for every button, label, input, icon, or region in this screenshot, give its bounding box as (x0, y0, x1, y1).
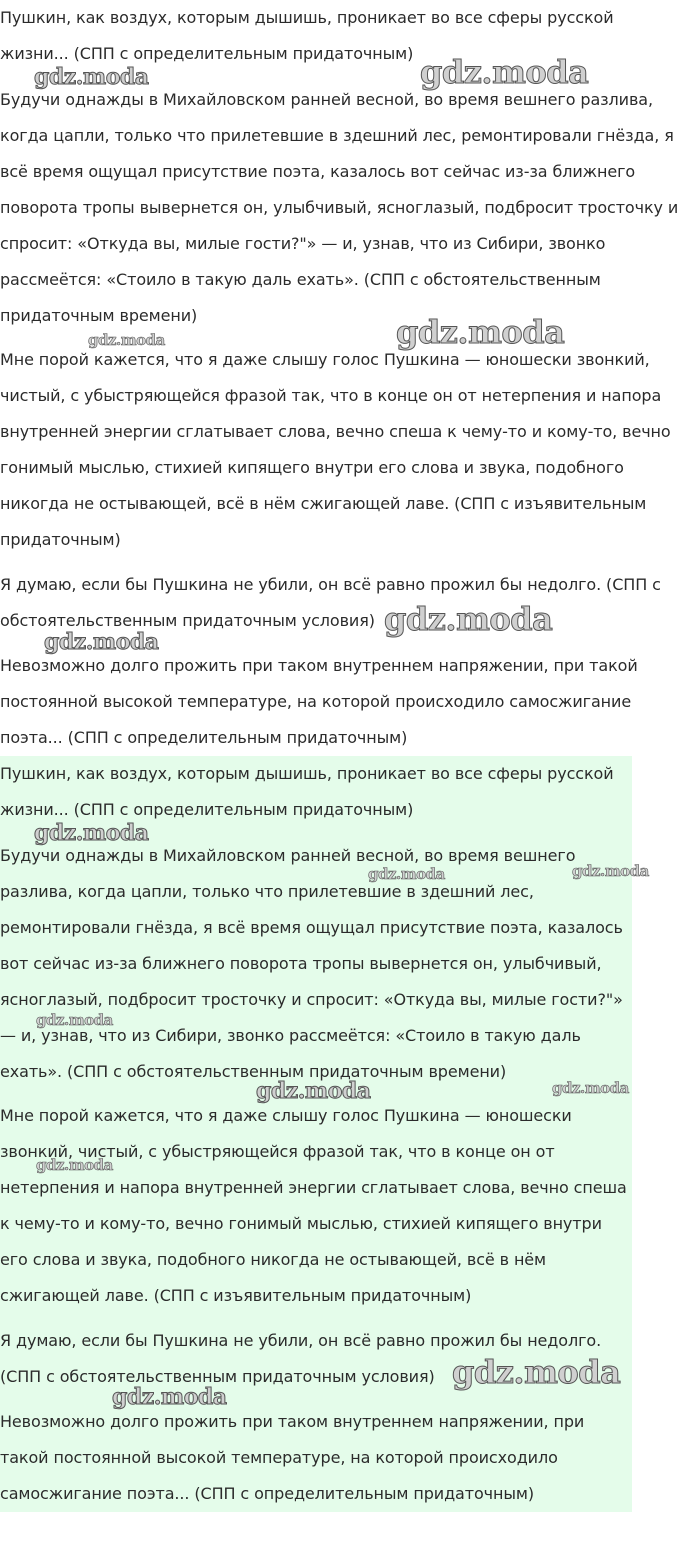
paragraph-highlighted-5: Невозможно долго прожить при таком внутреннем напряжении, при такой постоянной высокой температуре, на которой происходило самосжигание поэта... (СПП с определительным придаточным) (0, 1412, 585, 1503)
watermark-logo: gdz.moda (572, 862, 649, 880)
watermark-logo: gdz.moda (34, 820, 149, 846)
watermark-logo: gdz.moda (256, 1078, 371, 1104)
watermark-logo: gdz.moda (112, 1384, 227, 1410)
watermark-logo: gdz.moda (384, 600, 553, 638)
paragraph-original-4: Я думаю, если бы Пушкина не убили, он всё равно прожил бы недолго. (СПП с обстоятельственным придаточным условия) (0, 575, 661, 630)
paragraph-highlighted-2: Будучи однажды в Михайловском ранней весной, во время вешнего разлива, когда цапли, только что прилетевшие в здешний лес, ремонтировали гнёзда, я всё время ощущал присутствие поэта, казалось вот сейчас из-за ближнего поворота тропы вывернется он, улыбчивый, ясноглазый, подбросит тросточку и спросит: «Откуда вы, милые гости?"» — и, узнав, что из Сибири, звонко рассмеётся: «Стоило в такую даль ехать». (СПП с обстоятельственным придаточным времени) (0, 846, 623, 1081)
watermark-logo: gdz.moda (368, 865, 445, 883)
paragraph-highlighted-1: Пушкин, как воздух, которым дышишь, проникает во все сферы русской жизни... (СПП с определительным придаточным) (0, 764, 614, 819)
watermark-logo: gdz.moda (36, 1011, 113, 1029)
watermark-logo: gdz.moda (396, 313, 565, 351)
paragraph-original-5: Невозможно долго прожить при таком внутреннем напряжении, при такой постоянной высокой температуре, на которой происходило самосжигание поэта... (СПП с определительным придаточным) (0, 656, 638, 747)
watermark-logo: gdz.moda (88, 331, 165, 349)
paragraph-original-1: Пушкин, как воздух, которым дышишь, проникает во все сферы русской жизни... (СПП с определительным придаточным) (0, 8, 614, 63)
watermark-logo: gdz.moda (452, 1353, 621, 1391)
paragraph-highlighted-4: Я думаю, если бы Пушкина не убили, он всё равно прожил бы недолго. (СПП с обстоятельственным придаточным условия) (0, 1331, 602, 1386)
paragraph-original-3: Мне порой кажется, что я даже слышу голос Пушкина — юношески звонкий, чистый, с убыстряющейся фразой так, что в конце он от нетерпения и напора внутренней энергии сглатывает слова, вечно спеша к чему-то и кому-то, вечно гонимый мыслью, стихией кипящего внутри его слова и звука, подобного никогда не остывающей, всё в нём сжигающей лаве. (СПП с изъявительным придаточным) (0, 350, 671, 549)
watermark-logo: gdz.moda (44, 629, 159, 655)
watermark-logo: gdz.moda (552, 1079, 629, 1097)
paragraph-highlighted-3: Мне порой кажется, что я даже слышу голос Пушкина — юношески звонкий, чистый, с убыстряющейся фразой так, что в конце он от нетерпения и напора внутренней энергии сглатывает слова, вечно спеша к чему-то и кому-то, вечно гонимый мыслью, стихией кипящего внутри его слова и звука, подобного никогда не остывающей, всё в нём сжигающей лаве. (СПП с изъявительным придаточным) (0, 1106, 627, 1305)
paragraph-original-2: Будучи однажды в Михайловском ранней весной, во время вешнего разлива, когда цапли, только что прилетевшие в здешний лес, ремонтировали гнёзда, я всё время ощущал присутствие поэта, казалось вот сейчас из-за ближнего поворота тропы вывернется он, улыбчивый, ясноглазый, подбросит тросточку и спросит: «Откуда вы, милые гости?"» — и, узнав, что из Сибири, звонко рассмеётся: «Стоило в такую даль ехать». (СПП с обстоятельственным придаточным времени) (0, 90, 679, 325)
watermark-logo: gdz.moda (34, 64, 149, 90)
watermark-logo: gdz.moda (36, 1156, 113, 1174)
watermark-logo: gdz.moda (420, 53, 589, 91)
